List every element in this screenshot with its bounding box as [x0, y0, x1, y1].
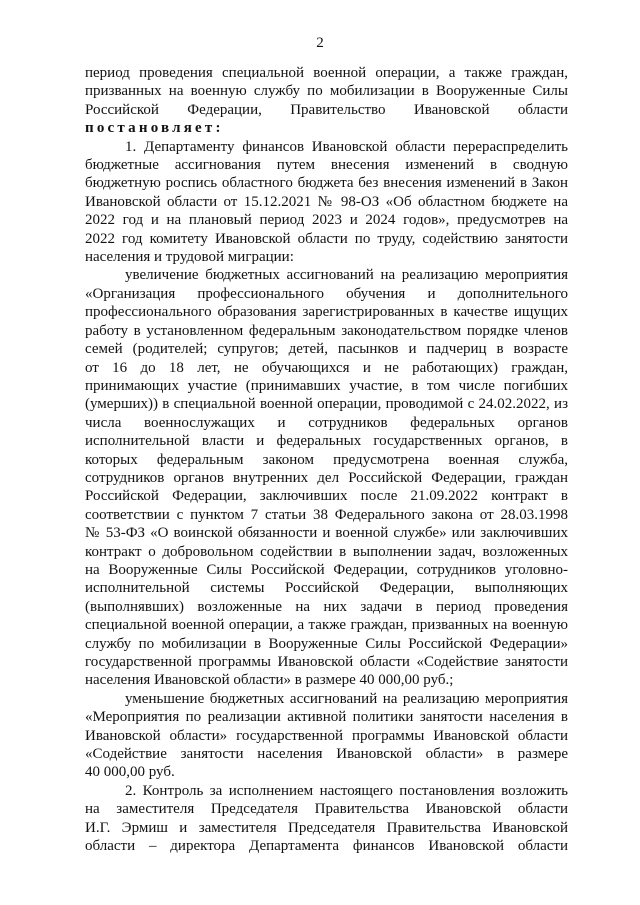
text-line: службу по мобилизации в Вооруженные Силы Российской Федерации» [85, 635, 568, 652]
text-line: сотрудников органов внутренних дел Российской Федерации, граждан [85, 469, 568, 486]
text-line: бюджетную роспись областного бюджета без внесения изменений в Закон [85, 175, 568, 192]
text-line: № 53-ФЗ «О воинской обязанности и военной службе» или заключивших [85, 525, 568, 542]
text-line: государственной программы Ивановской области «Содействие занятости [85, 654, 568, 670]
text-line: призванных на военную службу по мобилизации в Вооруженные Силы [85, 83, 568, 100]
text-line: (умерших)) в специальной военной операции, проводимой с 24.02.2022, из [85, 396, 568, 413]
text-line: «Мероприятия по реализации активной политики занятости населения в [85, 709, 568, 726]
text-line: «Содействие занятости населения Ивановской области» в размере [85, 746, 568, 763]
text-line: принимающих участие (принимавших участие, в том числе погибших [85, 377, 568, 394]
text-line: населения и трудовой миграции: [85, 249, 294, 266]
text-line: уменьшение бюджетных ассигнований на реализацию мероприятия [125, 690, 568, 707]
text-line: «Организация профессионального обучения и дополнительного [85, 285, 568, 302]
text-line: соответствии с пунктом 7 статьи 38 Федерального закона от 28.03.1998 [85, 506, 568, 523]
text-line: период проведения специальной военной операции, а также граждан, [85, 65, 568, 81]
text-line: населения Ивановской области» в размере 40 000,00 руб.; [85, 672, 454, 689]
text-line: области – директора Департамента финансов Ивановской области [85, 838, 568, 855]
text-line: И.Г. Эрмиш и заместителя Председателя Правительства Ивановской [85, 819, 568, 836]
page-number: 2 [316, 35, 324, 51]
decree-word: постановляет: [85, 120, 224, 137]
text-line: на заместителя Председателя Правительства Ивановской области [85, 801, 568, 818]
text-line: 2022 год и на плановый период 2023 и 2024 годов», предусмотрев на [85, 212, 568, 229]
text-line: 1. Департаменту финансов Ивановской области перераспределить [125, 138, 568, 155]
text-line: работу в установленном федеральным законодательством порядке членов [85, 322, 568, 339]
text-line: которых федеральным законом предусмотрена военная служба, [85, 451, 568, 468]
text-line: Ивановской области от 15.12.2021 № 98-ОЗ «Об областном бюджете на [85, 193, 568, 210]
text-line: бюджетные ассигнования путем внесения изменений в сводную [85, 157, 568, 174]
text-line: увеличение бюджетных ассигнований на реализацию мероприятия [125, 267, 568, 284]
text-line: 2. Контроль за исполнением настоящего постановления возложить [125, 782, 568, 799]
text-line: Ивановской области» государственной программы Ивановской области [85, 727, 568, 744]
text-line: числа военнослужащих и сотрудников федеральных органов [85, 414, 568, 431]
text-line: контракт о добровольном содействии в выполнении задач, возложенных [85, 543, 568, 560]
text-line: профессионального образования зарегистрированных в качестве ищущих [85, 304, 568, 321]
text-line: на Вооруженные Силы Российской Федерации, сотрудников уголовно- [85, 561, 568, 578]
text-line: исполнительной власти и федеральных государственных органов, в [85, 433, 568, 450]
text-line: 40 000,00 руб. [85, 764, 175, 781]
text-line: от 16 до 18 лет, не обучающихся и не работающих) граждан, [85, 359, 568, 376]
text-line: 2022 год комитету Ивановской области по труду, содействию занятости [85, 230, 568, 247]
text-line: Российской Федерации, Правительство Ивановской области [85, 101, 568, 118]
text-line: исполнительной системы Российской Федерации, выполняющих [85, 580, 568, 597]
document-body [85, 64, 568, 855]
text-line: Российской Федерации, заключивших после 21.09.2022 контракт в [85, 488, 568, 505]
text-line: (выполнявших) возложенные на них задачи в период проведения [85, 598, 568, 615]
text-line: специальной военной операции, а также граждан, призванных на военную [85, 617, 568, 634]
text-line: семей (родителей; супругов; детей, пасынков и падчериц в возрасте [85, 341, 568, 358]
